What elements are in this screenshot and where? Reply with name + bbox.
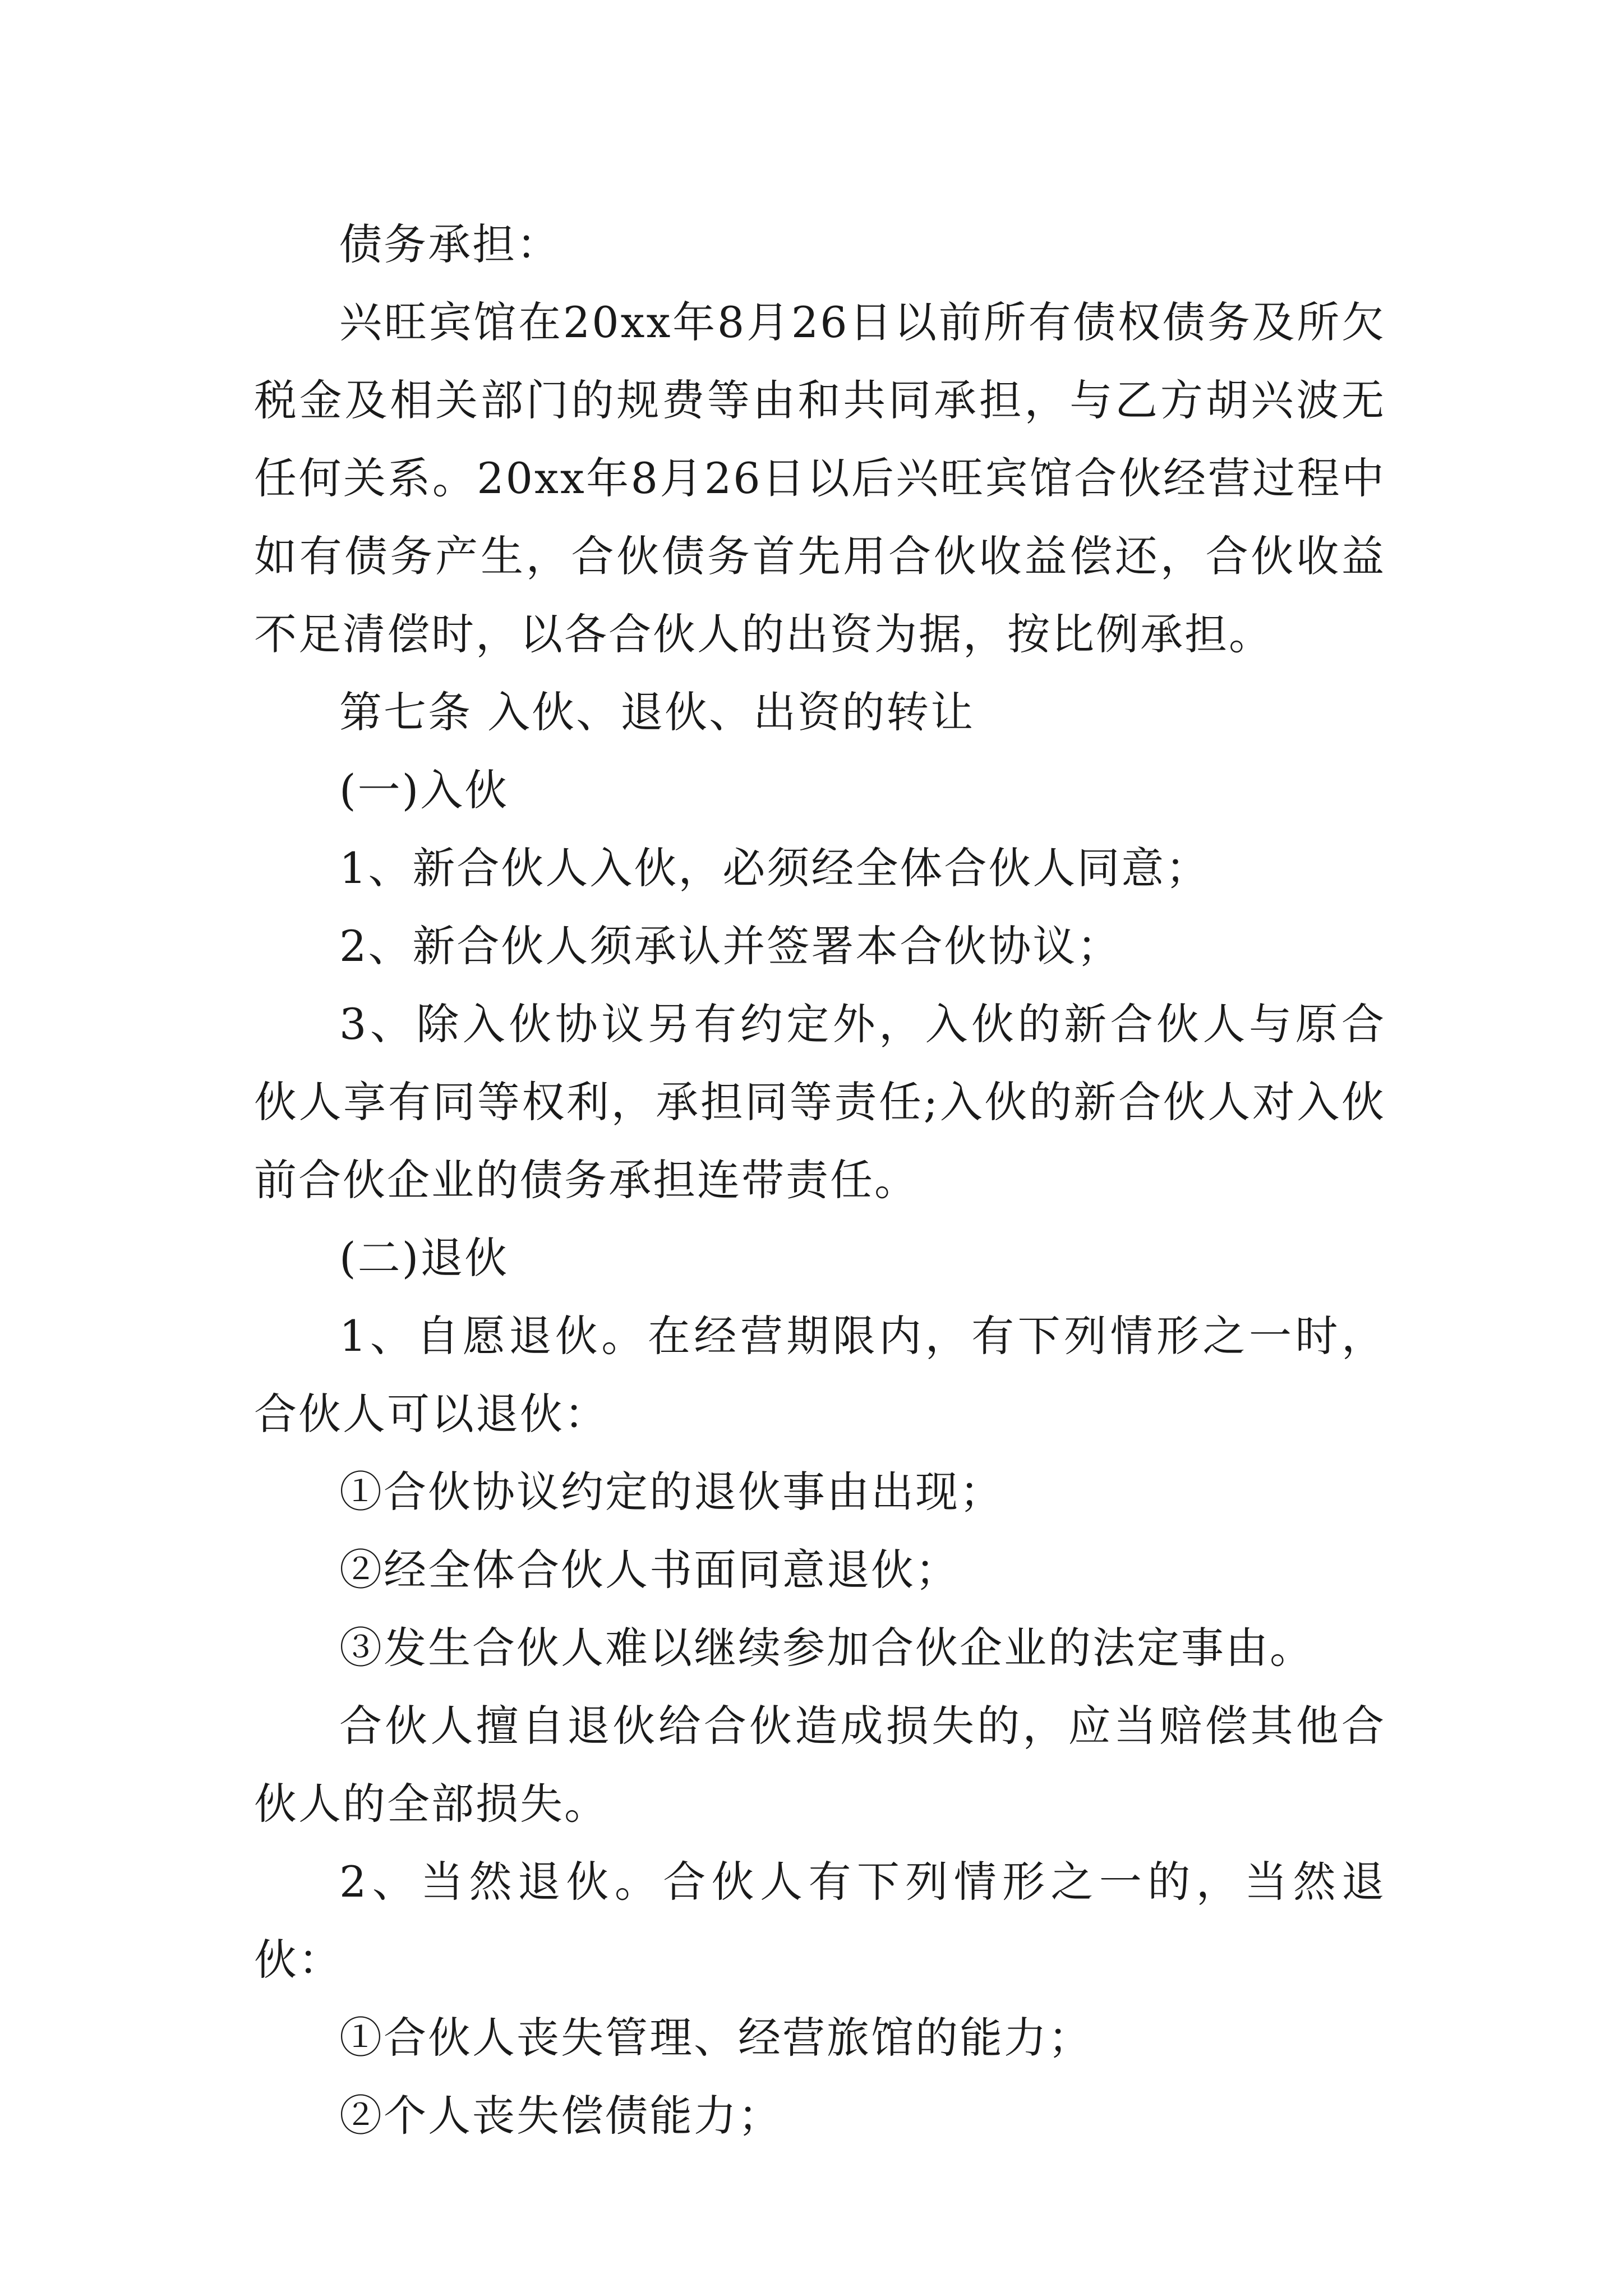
joining-item-3: 3、除入伙协议另有约定外，入伙的新合伙人与原合伙人享有同等权利，承担同等责任;入伙的新合伙人对入伙前合伙企业的债务承担连带责任。 — [254, 999, 1386, 1205]
withdrawal-item-2: 2、当然退伙。合伙人有下列情形之一的，当然退伙： — [254, 1857, 1386, 1985]
document-body — [254, 205, 1386, 2155]
automatic-withdrawal-subitem-2: ②个人丧失偿债能力； — [339, 2091, 782, 2141]
withdrawal-subitem-1: ①合伙协议约定的退伙事由出现； — [339, 1467, 1004, 1517]
joining-item-1: 1、新合伙人入伙，必须经全体合伙人同意； — [339, 843, 1210, 893]
withdrawal-liability: 合伙人擅自退伙给合伙造成损失的，应当赔偿其他合伙人的全部损失。 — [254, 1701, 1386, 1829]
paragraph-debt-heading: 债务承担： — [339, 219, 561, 269]
joining-item-2: 2、新合伙人须承认并签署本合伙协议； — [339, 921, 1122, 971]
paragraph-debt-terms: 兴旺宾馆在20xx年8月26日以前所有债权债务及所欠税金及相关部门的规费等由和共同承担，与乙方胡兴波无任何关系。20xx年8月26日以后兴旺宾馆合伙经营过程中如有债务产生，合伙债务首先用合伙收益偿还，合伙收益不足清偿时，以各合伙人的出资为据，按比例承担。 — [254, 297, 1386, 659]
withdrawal-subitem-2: ②经全体合伙人书面同意退伙； — [339, 1545, 960, 1595]
automatic-withdrawal-subitem-1: ①合伙人丧失管理、经营旅馆的能力； — [339, 2013, 1092, 2063]
withdrawal-subitem-3: ③发生合伙人难以继续参加合伙企业的法定事由。 — [339, 1623, 1314, 1673]
withdrawal-item-1: 1、自愿退伙。在经营期限内，有下列情形之一时，合伙人可以退伙： — [254, 1311, 1386, 1439]
section-joining-heading: (一)入伙 — [339, 765, 509, 815]
section-withdrawal-heading: (二)退伙 — [339, 1233, 509, 1283]
article-seven-heading: 第七条 入伙、退伙、出资的转让 — [339, 687, 975, 737]
